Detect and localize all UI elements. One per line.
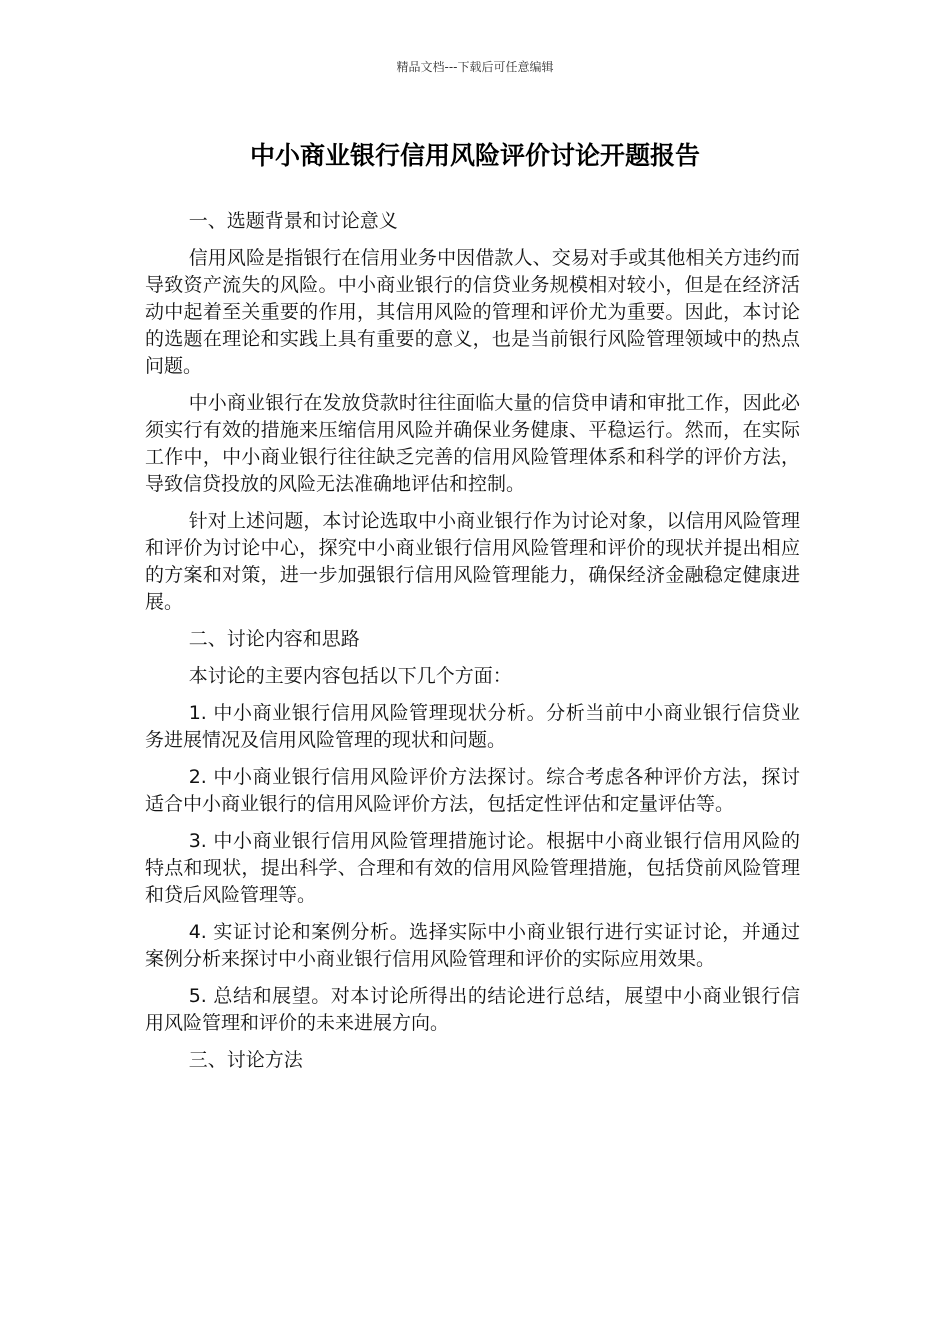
document-title: 中小商业银行信用风险评价讨论开题报告 [249, 141, 700, 170]
section-heading-methods: 三、讨论方法 [188, 1049, 303, 1071]
list-item-2: 2. 中小商业银行信用风险评价方法探讨。综合考虑各种评价方法，探讨适合中小商业银行的信用风险评价方法，包括定性评估和定量评估等。 [145, 766, 800, 815]
section-heading-content: 二、讨论内容和思路 [188, 628, 360, 650]
paragraph-credit-risk-definition: 信用风险是指银行在信用业务中因借款人、交易对手或其他相关方违约而导致资产流失的风险。中小商业银行的信贷业务规模相对较小，但是在经济活动中起着至关重要的作用，其信用风险的管理和评价尤为重要。因此，本讨论的选题在理论和实践上具有重要的意义，也是当前银行风险管理领域中的热点问题。 [145, 247, 800, 377]
section-heading-background: 一、选题背景和讨论意义 [188, 210, 398, 232]
list-item-5: 5. 总结和展望。对本讨论所得出的结论进行总结，展望中小商业银行信用风险管理和评价的未来进展方向。 [145, 985, 800, 1034]
list-item-4: 4. 实证讨论和案例分析。选择实际中小商业银行进行实证讨论，并通过案例分析来探讨中小商业银行信用风险管理和评价的实际应用效果。 [145, 921, 800, 970]
page-header: 精品文档---下载后可任意编辑 [396, 60, 554, 74]
paragraph-lending-challenges: 中小商业银行在发放贷款时往往面临大量的信贷申请和审批工作，因此必须实行有效的措施来压缩信用风险并确保业务健康、平稳运行。然而，在实际工作中，中小商业银行往往缺乏完善的信用风险管理体系和科学的评价方法，导致信贷投放的风险无法准确地评估和控制。 [145, 392, 800, 495]
list-item-3: 3. 中小商业银行信用风险管理措施讨论。根据中小商业银行信用风险的特点和现状，提出科学、合理和有效的信用风险管理措施，包括贷前风险管理和贷后风险管理等。 [145, 830, 800, 906]
paragraph-content-intro: 本讨论的主要内容包括以下几个方面： [188, 665, 512, 687]
document-body [145, 208, 800, 1084]
list-item-1: 1. 中小商业银行信用风险管理现状分析。分析当前中小商业银行信贷业务进展情况及信用风险管理的现状和问题。 [145, 702, 800, 751]
paragraph-research-focus: 针对上述问题，本讨论选取中小商业银行作为讨论对象，以信用风险管理和评价为讨论中心，探究中小商业银行信用风险管理和评价的现状并提出相应的方案和对策，进一步加强银行信用风险管理能力，确保经济金融稳定健康进展。 [145, 510, 800, 613]
